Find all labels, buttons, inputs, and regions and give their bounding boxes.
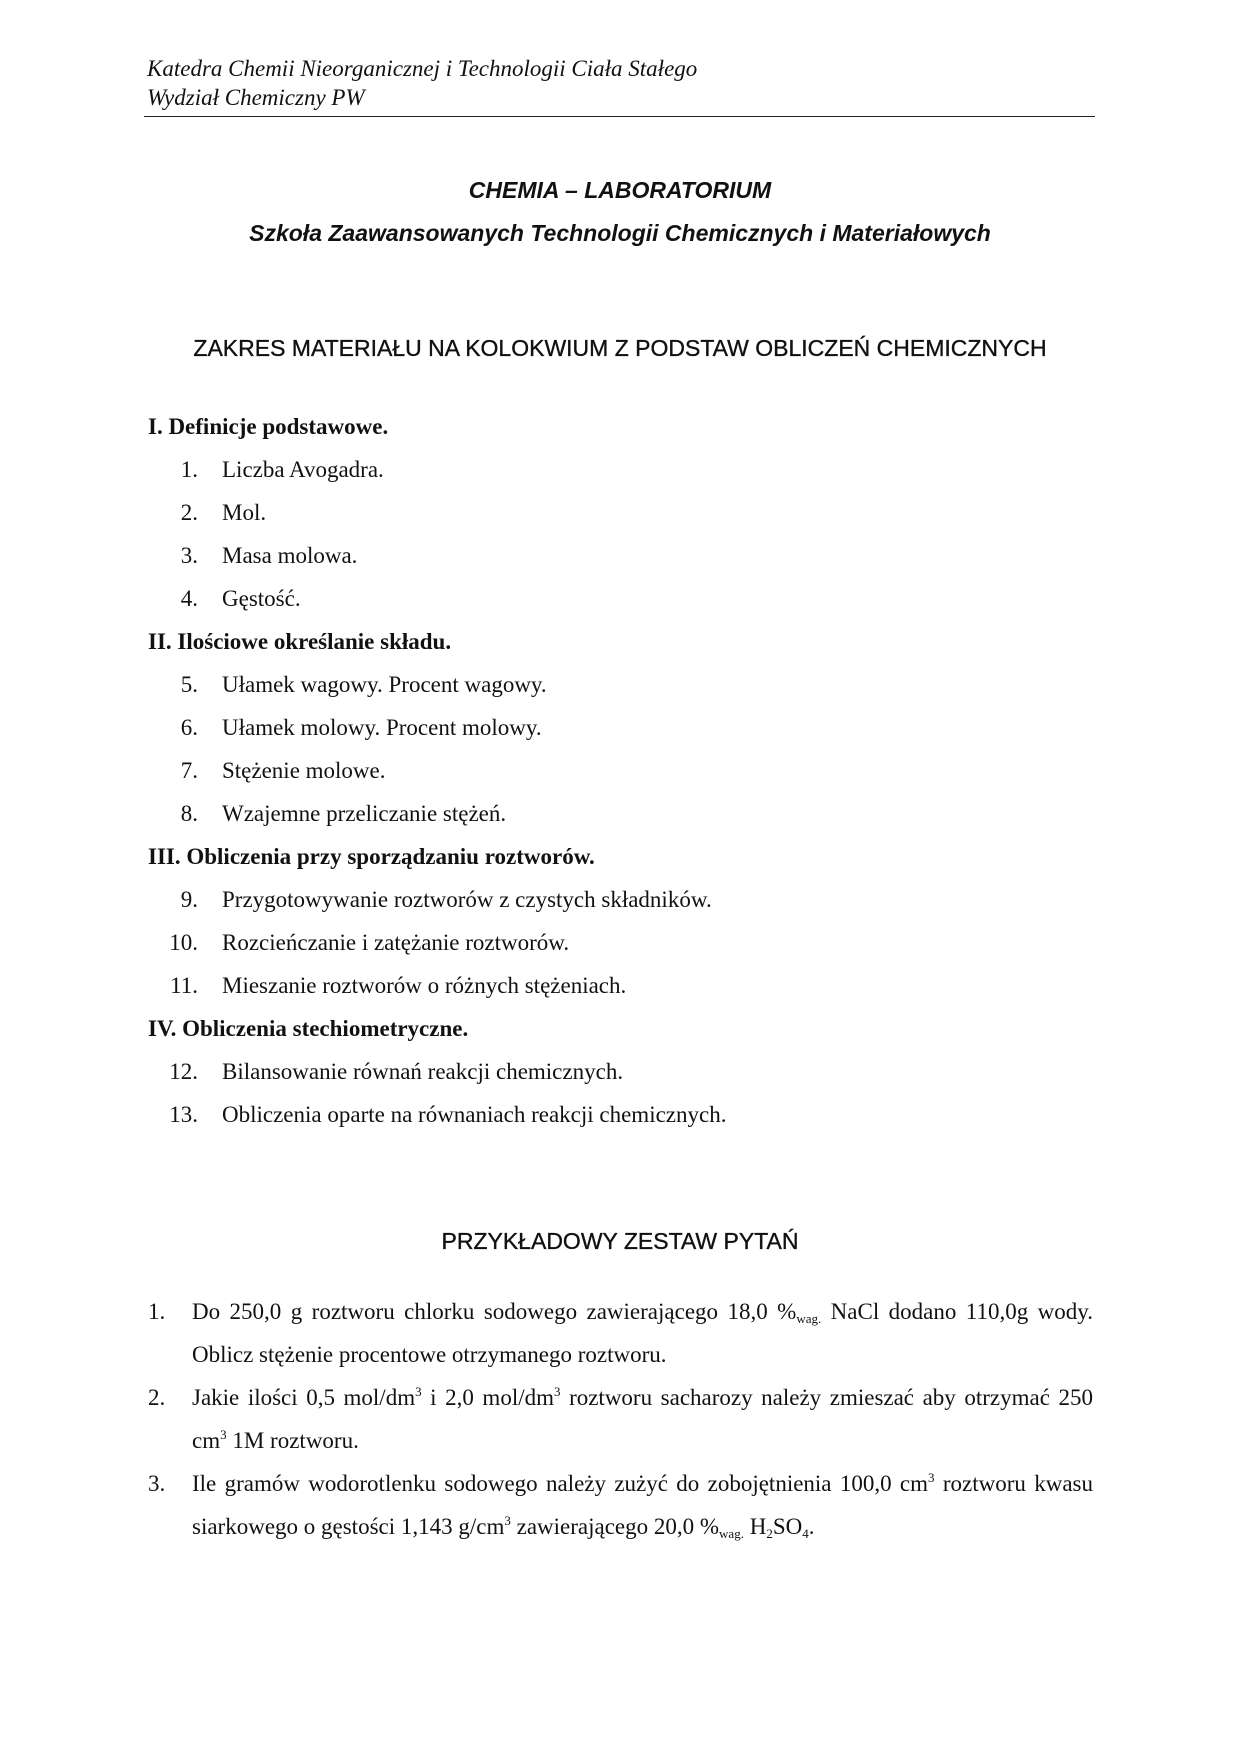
item-text: Masa molowa. (222, 543, 358, 568)
superscript: 3 (554, 1384, 561, 1399)
list-item (148, 491, 1108, 534)
header-faculty: Wydział Chemiczny PW (147, 85, 365, 110)
item-text: Rozcieńczanie i zatężanie roztworów. (222, 930, 570, 955)
question-text: roztworu sacharozy należy zmieszać aby otrzymać 250 cm (192, 1385, 1093, 1453)
document-title: CHEMIA – LABORATORIUM (468, 177, 772, 203)
item-text: Bilansowanie równań reakcji chemicznych. (222, 1059, 624, 1084)
question-text: zawierającego 20,0 % (510, 1514, 720, 1539)
item-number: 10. (169, 930, 198, 955)
list-item (148, 878, 1108, 921)
item-text: Liczba Avogadra. (222, 457, 384, 482)
superscript: 3 (504, 1513, 511, 1528)
header-department: Katedra Chemii Nieorganicznej i Technologii Ciała Stałego (147, 56, 698, 81)
group-heading: III. Obliczenia przy sporządzaniu roztworów. (148, 844, 595, 869)
item-text: Ułamek molowy. Procent molowy. (222, 715, 542, 740)
question-text: SO (772, 1514, 803, 1539)
group-heading: I. Definicje podstawowe. (148, 414, 389, 439)
item-text: Mol. (222, 500, 267, 525)
list-item (148, 921, 1108, 964)
item-number: 11. (170, 973, 198, 998)
question-list (148, 1290, 1093, 1548)
subscript: 4 (802, 1526, 809, 1541)
item-text: Mieszanie roztworów o różnych stężeniach. (222, 973, 627, 998)
question-item (148, 1290, 1093, 1376)
question-number: 1. (148, 1299, 166, 1324)
item-number: 5. (180, 672, 198, 697)
item-text: Ułamek wagowy. Procent wagowy. (222, 672, 547, 697)
list-item (148, 964, 1108, 1007)
group-heading: II. Ilościowe określanie składu. (148, 629, 452, 654)
superscript: 3 (415, 1384, 422, 1399)
group-heading: IV. Obliczenia stechiometryczne. (148, 1016, 469, 1041)
superscript: 3 (220, 1427, 227, 1442)
scope-outline (148, 405, 1108, 1136)
item-number: 8. (180, 801, 198, 826)
superscript: 3 (928, 1470, 935, 1485)
question-number: 3. (148, 1471, 166, 1496)
item-number: 3. (180, 543, 198, 568)
item-number: 1. (180, 457, 198, 482)
question-text: H (743, 1514, 767, 1539)
item-number: 6. (180, 715, 198, 740)
item-text: Obliczenia oparte na równaniach reakcji chemicznych. (222, 1102, 727, 1127)
question-text: 1M roztworu. (226, 1428, 359, 1453)
item-text: Przygotowywanie roztworów z czystych składników. (222, 887, 712, 912)
item-number: 7. (180, 758, 198, 783)
question-text: NaCl dodano 110,0g wody. Oblicz stężenie procentowe otrzymanego roztworu. (192, 1299, 1093, 1367)
subscript: wag. (719, 1526, 744, 1541)
question-item (148, 1462, 1093, 1548)
question-text: i 2,0 mol/dm (421, 1385, 554, 1410)
item-text: Gęstość. (222, 586, 301, 611)
questions-heading: PRZYKŁADOWY ZESTAW PYTAŃ (441, 1228, 799, 1254)
item-number: 4. (180, 586, 198, 611)
list-item (148, 1050, 1108, 1093)
item-number: 9. (180, 887, 198, 912)
list-item (148, 706, 1108, 749)
item-number: 13. (169, 1102, 198, 1127)
list-item (148, 749, 1108, 792)
document-subtitle: Szkoła Zaawansowanych Technologii Chemicznych i Materiałowych (249, 220, 991, 246)
list-item (148, 577, 1108, 620)
header-divider (144, 116, 1095, 117)
question-text: Ile gramów wodorotlenku sodowego należy zużyć do zobojętnienia 100,0 cm (192, 1471, 929, 1496)
item-text: Wzajemne przeliczanie stężeń. (222, 801, 507, 826)
list-item (148, 534, 1108, 577)
list-item (148, 663, 1108, 706)
question-text: roztworu kwasu siarkowego o gęstości 1,143 g/cm (192, 1471, 1093, 1539)
question-text: Do 250,0 g roztworu chlorku sodowego zawierającego 18,0 % (192, 1299, 797, 1324)
scope-heading: ZAKRES MATERIAŁU NA KOLOKWIUM Z PODSTAW OBLICZEŃ CHEMICZNYCH (193, 335, 1047, 361)
question-number: 2. (148, 1385, 166, 1410)
item-number: 2. (180, 500, 198, 525)
question-text: . (808, 1514, 815, 1539)
question-text: Jakie ilości 0,5 mol/dm (192, 1385, 416, 1410)
list-item (148, 1093, 1108, 1136)
item-text: Stężenie molowe. (222, 758, 386, 783)
list-item (148, 448, 1108, 491)
subscript: wag. (796, 1311, 822, 1326)
item-number: 12. (169, 1059, 198, 1084)
question-item (148, 1376, 1093, 1462)
subscript: 2 (766, 1526, 773, 1541)
document-header (147, 54, 697, 112)
list-item (148, 792, 1108, 835)
